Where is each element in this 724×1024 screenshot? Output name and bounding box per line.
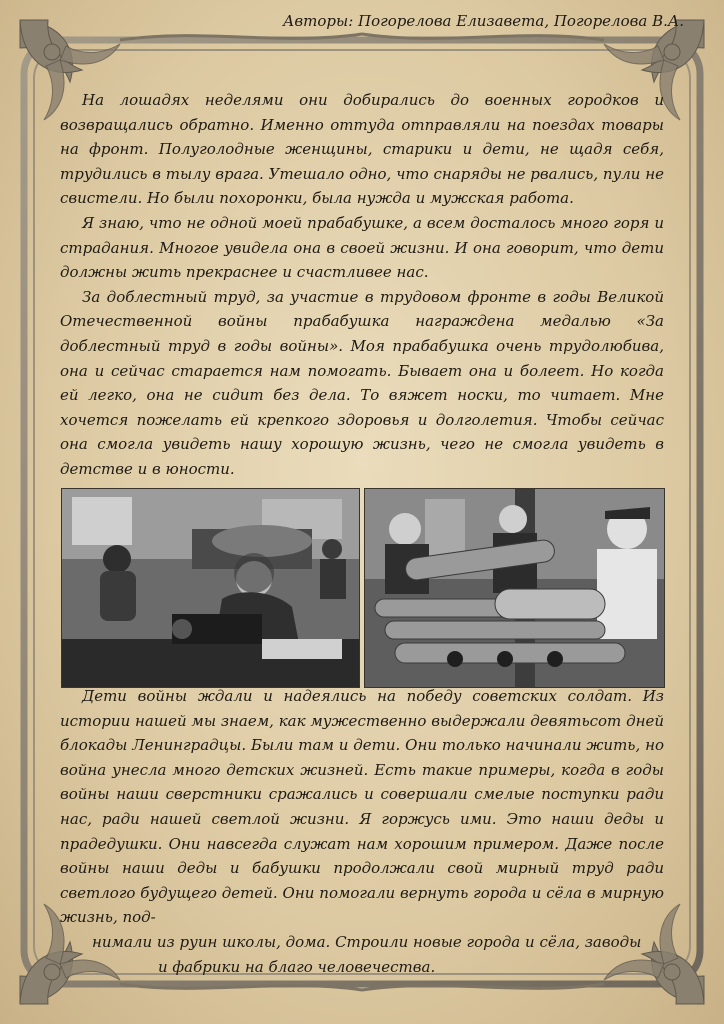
paragraph: Я знаю, что не одной моей прабабушке, а всем досталось много горя и страдания. Многое увидела она в своей жизни. И она говорит, что дети должны жить прекраснее и счастливее нас.	[60, 213, 664, 282]
paragraph-line: нимали из руин школы, дома. Строили новые города и сёла, заводы	[92, 932, 642, 951]
paragraph: За доблестный труд, за участие в трудовом фронте в годы Великой Отечественной войны прабабушка награждена медалью «За доблестный труд в годы войны». Моя прабабушка очень трудолюбива, она и сейчас старается нам помогать. Бывает она и болеет. Но когда ей легко, она не сидит без дела. То вяжет носки, то читает. Мне хочется пожелать ей крепкого здоровья и долголетия. Чтобы сейчас она смогла увидеть нашу хорошую жизнь, чего не смогла увидеть в детстве и в юности.	[60, 287, 664, 478]
text-section-bottom	[60, 684, 664, 979]
paragraph-line: и фабрики на благо человечества.	[158, 957, 436, 976]
text-section-top	[60, 88, 664, 482]
paragraph: На лошадях неделями они добирались до военных городков и возвращались обратно. Именно оттуда отправляли на поездах товары на фронт. Полуголодные женщины, старики и дети, не щадя себя, трудились в тылу врага. Утешало одно, что снаряды не рвались, пули не свистели. Но были похоронки, была нужда и мужская работа.	[60, 91, 664, 208]
photo-boys-shells	[364, 488, 665, 688]
paragraph: Дети войны ждали и надеялись на победу советских солдат. Из истории нашей мы знаем, как мужественно выдержали девятьсот дней блокады Ленинградцы. Были там и дети. Они только начинали жить, но война унесла много детских жизней. Есть такие примеры, когда в годы войны наши сверстники сражались и совершали смелые поступки ради нас, ради нашей светлой жизни. Я горжусь ими. Это наши деды и прадедушки. Они навсегда служат нам хорошим примером. Даже после войны наши деды и бабушки продолжали свой мирный труд ради светлого будущего детей. Они помогали вернуть города и сёла в мирную жизнь, под-	[60, 687, 664, 927]
photo-women-sewing	[61, 488, 360, 688]
authors-header: Авторы: Погорелова Елизавета, Погорелова В.А.	[283, 12, 684, 30]
